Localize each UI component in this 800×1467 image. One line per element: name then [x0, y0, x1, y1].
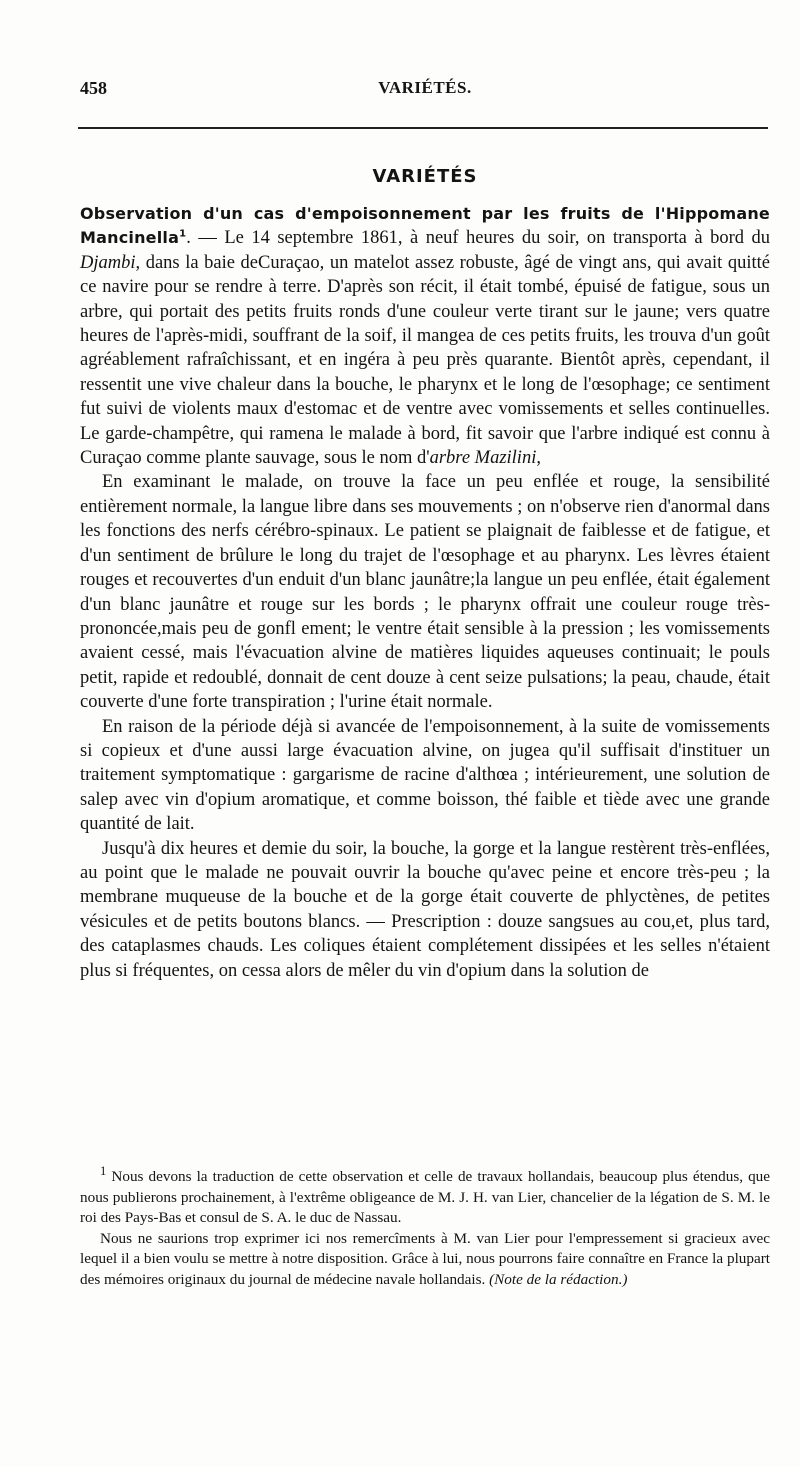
ship-name: Djambi	[80, 252, 136, 273]
editor-note-signature: (Note de la rédaction.)	[489, 1271, 628, 1289]
footnotes	[80, 1161, 770, 1291]
tree-name: arbre Mazilini	[429, 448, 537, 469]
footnote-1: $^1$ Nous devons la traduction de cette observation et celle de travaux hollandais, beaucoup plus étendus, que nous publierons prochainement, à l'extrême obligeance de M. J. H. van Lier, chancelier de la légation de S. M. le roi des Pays-Bas et consul de S. A. le duc de Nassau.	[80, 1164, 771, 1227]
article-paragraph-3: En raison de la période déjà si avancée de l'empoisonnement, à la suite de vomissements si copieux et d'une aussi large évacuation alvine, on jugea qu'il suffisait d'instituer un traitement symptomatique : gargarisme de racine d'althœa ; intérieurement, une solution de salep avec vin d'opium aromatique, et comme boisson, thé faible et tiède avec une grande quantité de lait.	[80, 716, 770, 835]
header-rule	[78, 127, 768, 129]
main-content	[80, 166, 770, 983]
article-paragraph-4: Jusqu'à dix heures et demie du soir, la bouche, la gorge et la langue restèrent très-enflées, au point que le malade ne pouvait ouvrir la bouche qu'avec peine et encore très-peu ; la membrane muqueuse de la bouche et de la gorge était couverte de phlyctènes, de petites vésicules et de petits boutons blancs. — Prescription : douze sangsues au cou,et, plus tard, des cataplasmes chauds. Les coliques étaient complétement dissipées et les selles n'étaient plus si fréquentes, on cessa alors de mêler du vin d'opium dans la solution de	[80, 838, 770, 981]
article-paragraph-2: En examinant le malade, on trouve la face un peu enflée et rouge, la sensibilité entièrement normale, la langue libre dans ses mouvements ; on n'observe rien d'anormal dans les fonctions des nerfs cérébro-spinaux. Le patient se plaignait de faiblesse et de fatigue, et d'un sentiment de brûlure le long du trajet de l'œsophage et au pharynx. Les lèvres étaient rouges et recouvertes d'un enduit d'un blanc jaunâtre;la langue un peu enflée, était également d'un blanc jaunâtre et rouge sur les bords ; le pharynx offrait une couleur rouge très-prononcée,mais peu de gonfl ement; le ventre était sensible à la pression ; les vomissements avaient cessé, mais l'évacuation alvine de matières liquides aqueuses continuait; le pouls petit, rapide et redoublé, donnait de cent douze à cent seize pulsations; la peau, chaude, était couverte d'une forte transpiration ; l'urine était normale.	[80, 472, 770, 713]
page-header	[80, 78, 770, 102]
section-title: VARIÉTÉS	[372, 166, 478, 187]
footnote-2: Nous ne saurions trop exprimer ici nos remercîments à M. van Lier pour l'empressement si gracieux avec lequel il a bien voulu se mettre à notre disposition. Grâce à lui, nous pourrons faire connaître en France la plupart des mémoires originaux du journal de médecine navale hollandais. (Note de la rédaction.)	[80, 1229, 770, 1289]
footnote-ref: 1	[179, 229, 187, 241]
article-body	[80, 202, 770, 983]
running-title: VARIÉTÉS.	[378, 78, 472, 97]
article-paragraph-1: Observation d'un cas d'empoisonnement par les fruits de l'Hippomane Mancinella$^1$. — Le 14 septembre 1861, à neuf heures du soir, on transporta à bord du Djambi, dans la baie deCuraçao, un matelot assez robuste, âgé de vingt ans, qui avait quitté ce navire pour se rendre à terre. D'après son récit, il était tombé, épuisé de fatigue, sous un arbre, qui portait des petits fruits ronds d'une couleur verte tirant sur le jaune; vers quatre heures de l'après-midi, souffrant de la soif, il mangea de ces petits fruits, les trouva d'un goût agréablement rafraîchissant, et en ingéra à peu près quarante. Bientôt après, cependant, il ressentit une vive chaleur dans la bouche, le pharynx et le long de l'œsophage; ce sentiment fut suivi de violents maux d'estomac et de ventre avec vomissements et selles continuelles. Le garde-champêtre, qui ramena le malade à bord, fit savoir que l'arbre indiqué est connu à Curaçao comme plante sauvage, sous le nom d'arbre Mazilini,	[80, 204, 770, 469]
page-number: 458	[80, 78, 107, 98]
article-lead-title: Observation d'un cas d'empoisonnement par les fruits de l'Hippomane Mancinella$^1$	[80, 204, 770, 248]
footnote-mark: 1	[100, 1164, 107, 1178]
